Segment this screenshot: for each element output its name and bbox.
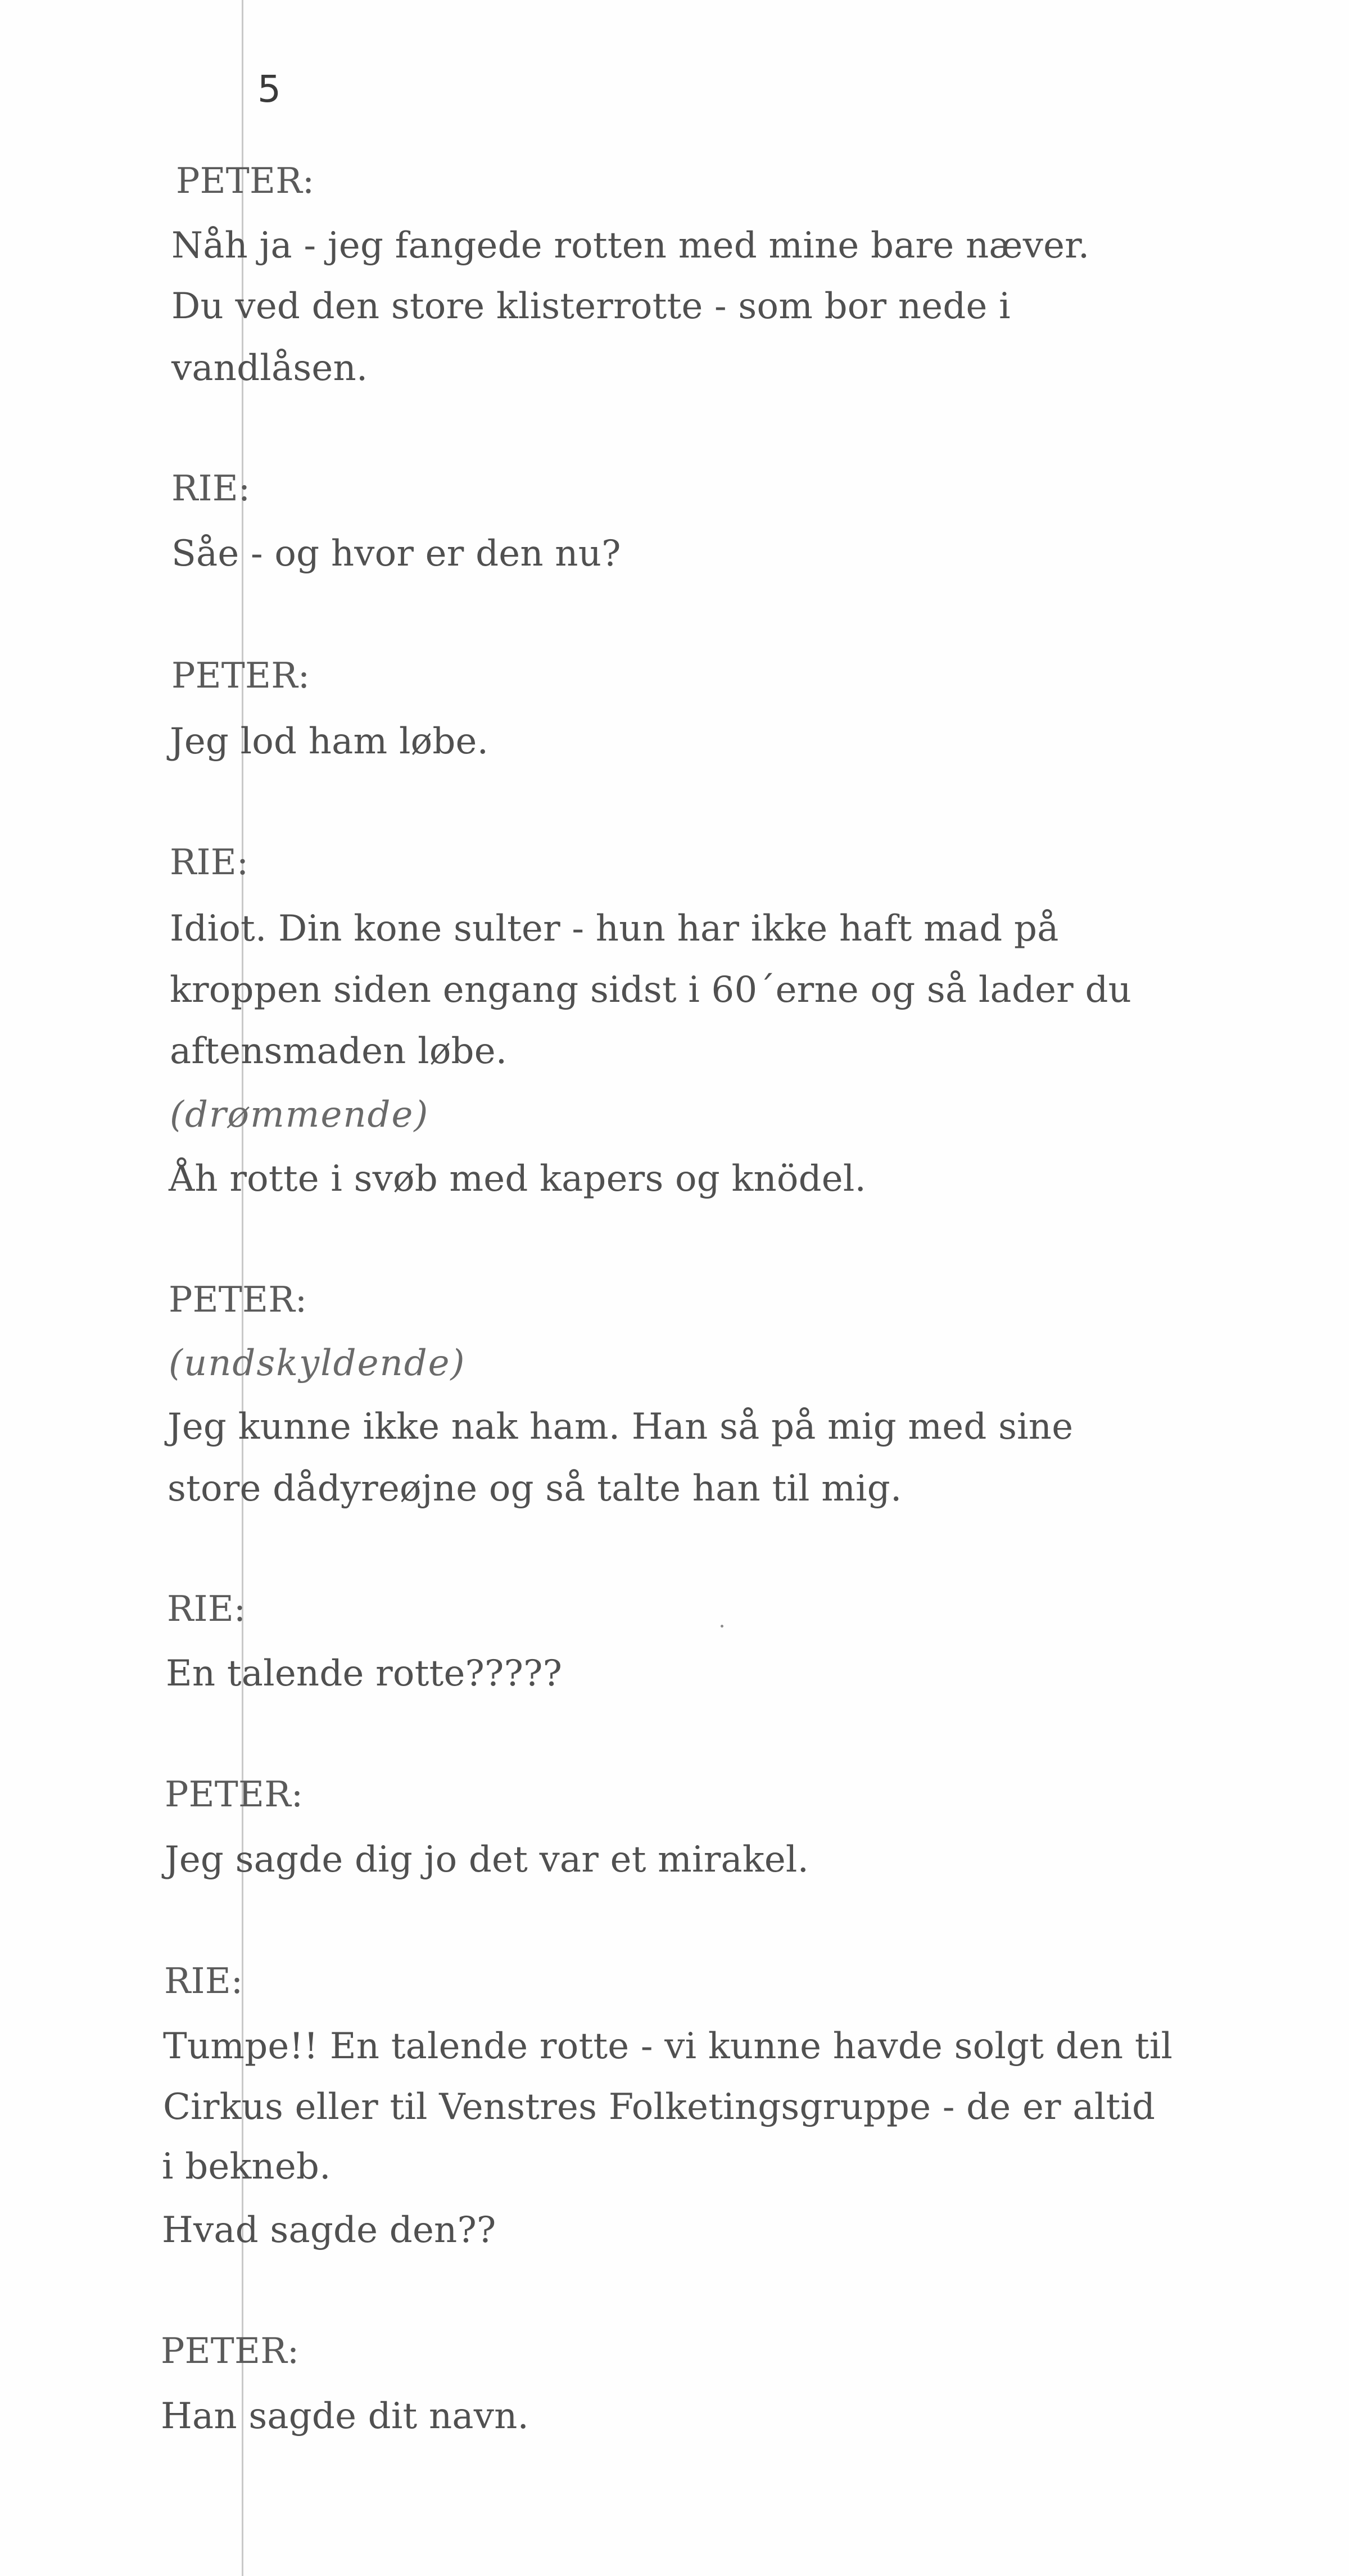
- speaker-label: RIE:: [171, 468, 251, 509]
- stage-direction: (undskyldende): [169, 1343, 466, 1384]
- dialogue-line: vandlåsen.: [171, 347, 368, 389]
- dialogue-line: Jeg lod ham løbe.: [170, 721, 489, 762]
- dialogue-line: Du ved den store klisterrotte - som bor nede i: [171, 286, 1011, 327]
- page-number: 5: [257, 67, 281, 111]
- dialogue-line: Jeg kunne ikke nak ham. Han så på mig med sine: [168, 1406, 1074, 1448]
- dialogue-line: En talende rotte?????: [166, 1653, 563, 1694]
- dialogue-line: Jeg sagde dig jo det var et mirakel.: [165, 1839, 809, 1881]
- scan-speck: [721, 1625, 723, 1628]
- speaker-label: PETER:: [176, 160, 315, 201]
- stage-direction: (drømmende): [170, 1094, 429, 1136]
- speaker-label: RIE:: [167, 1588, 246, 1629]
- dialogue-line: Idiot. Din kone sulter - hun har ikke haft mad på: [170, 908, 1059, 950]
- speaker-label: RIE:: [170, 842, 249, 883]
- dialogue-line: Han sagde dit navn.: [161, 2396, 529, 2437]
- speaker-label: PETER:: [169, 1279, 307, 1320]
- dialogue-line: kroppen siden engang sidst i 60´erne og så lader du: [170, 969, 1132, 1011]
- speaker-label: PETER:: [171, 655, 310, 696]
- speaker-label: RIE:: [164, 1960, 243, 2001]
- dialogue-line: aftensmaden løbe.: [170, 1031, 508, 1072]
- speaker-label: PETER:: [165, 1774, 304, 1815]
- dialogue-line: store dådyreøjne og så talte han til mig.: [168, 1468, 902, 1510]
- dialogue-line: Åh rotte i svøb med kapers og knödel.: [169, 1158, 867, 1200]
- speaker-label: PETER:: [161, 2330, 300, 2371]
- dialogue-line: Cirkus eller til Venstres Folketingsgruppe - de er altid: [163, 2086, 1156, 2128]
- dialogue-line: Nåh ja - jeg fangede rotten med mine bare næver.: [171, 225, 1090, 266]
- dialogue-line: Hvad sagde den??: [162, 2209, 496, 2251]
- dialogue-line: Såe - og hvor er den nu?: [171, 533, 621, 575]
- dialogue-line: Tumpe!! En talende rotte - vi kunne havde solgt den til: [163, 2026, 1173, 2067]
- dialogue-line: i bekneb.: [162, 2146, 331, 2188]
